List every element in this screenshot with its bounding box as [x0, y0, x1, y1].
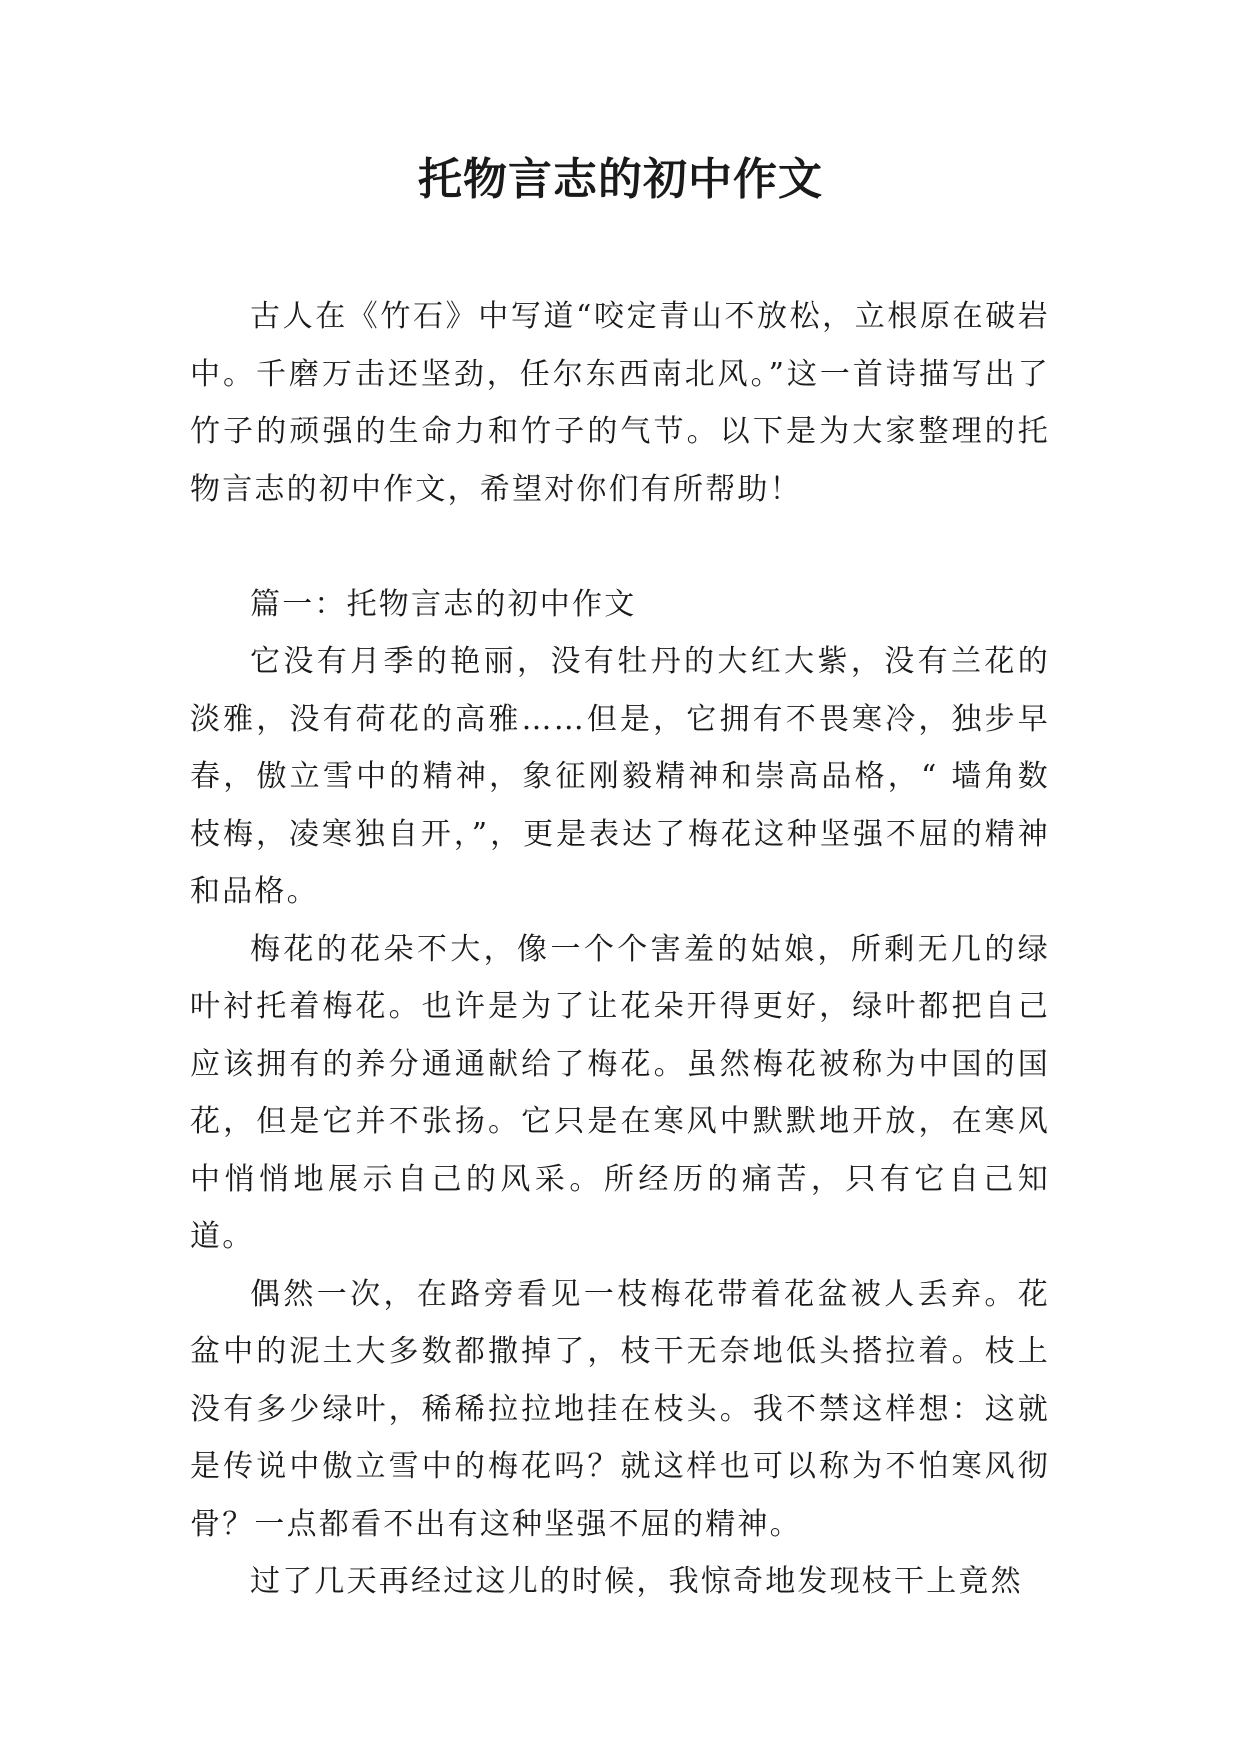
body-paragraph-4: 过了几天再经过这儿的时候，我惊奇地发现枝干上竟然	[250, 1564, 1023, 1599]
page-title: 托物言志的初中作文	[418, 154, 823, 205]
body-paragraph-2: 梅花的花朵不大，像一个个害羞的姑娘，所剩无几的绿叶衬托着梅花。也许是为了让花朵开得更好，绿叶都把自己应该拥有的养分通通献给了梅花。虽然梅花被称为中国的国花，但是它并不张扬。它只是在寒风中默默地开放，在寒风中悄悄地展示自己的风采。所经历的痛苦，只有它自己知道。	[190, 931, 1050, 1254]
body-paragraph-3: 偶然一次，在路旁看见一枝梅花带着花盆被人丢弃。花盆中的泥土大多数都撒掉了，枝干无奈地低头搭拉着。枝上没有多少绿叶，稀稀拉拉地挂在枝头。我不禁这样想：这就是传说中傲立雪中的梅花吗？就这样也可以称为不怕寒风彻骨？一点都看不出有这种坚强不屈的精神。	[190, 1276, 1050, 1542]
paragraph-spacer	[190, 518, 1050, 576]
intro-paragraph: 古人在《竹石》中写道“咬定青山不放松，立根原在破岩中。千磨万击还坚劲，任尔东西南北风。”这一首诗描写出了竹子的顽强的生命力和竹子的气节。以下是为大家整理的托物言志的初中作文，希望对你们有所帮助！	[190, 299, 1050, 507]
body-paragraph-1: 它没有月季的艳丽，没有牡丹的大红大紫，没有兰花的淡雅，没有荷花的高雅……但是，它拥有不畏寒冷，独步早春，傲立雪中的精神，象征刚毅精神和崇高品格，“ 墙角数枝梅，凌寒独自开，”，更是表达了梅花这种坚强不屈的精神和品格。	[190, 644, 1050, 909]
document-body	[190, 288, 1050, 1611]
section-heading: 篇一：托物言志的初中作文	[250, 586, 637, 622]
